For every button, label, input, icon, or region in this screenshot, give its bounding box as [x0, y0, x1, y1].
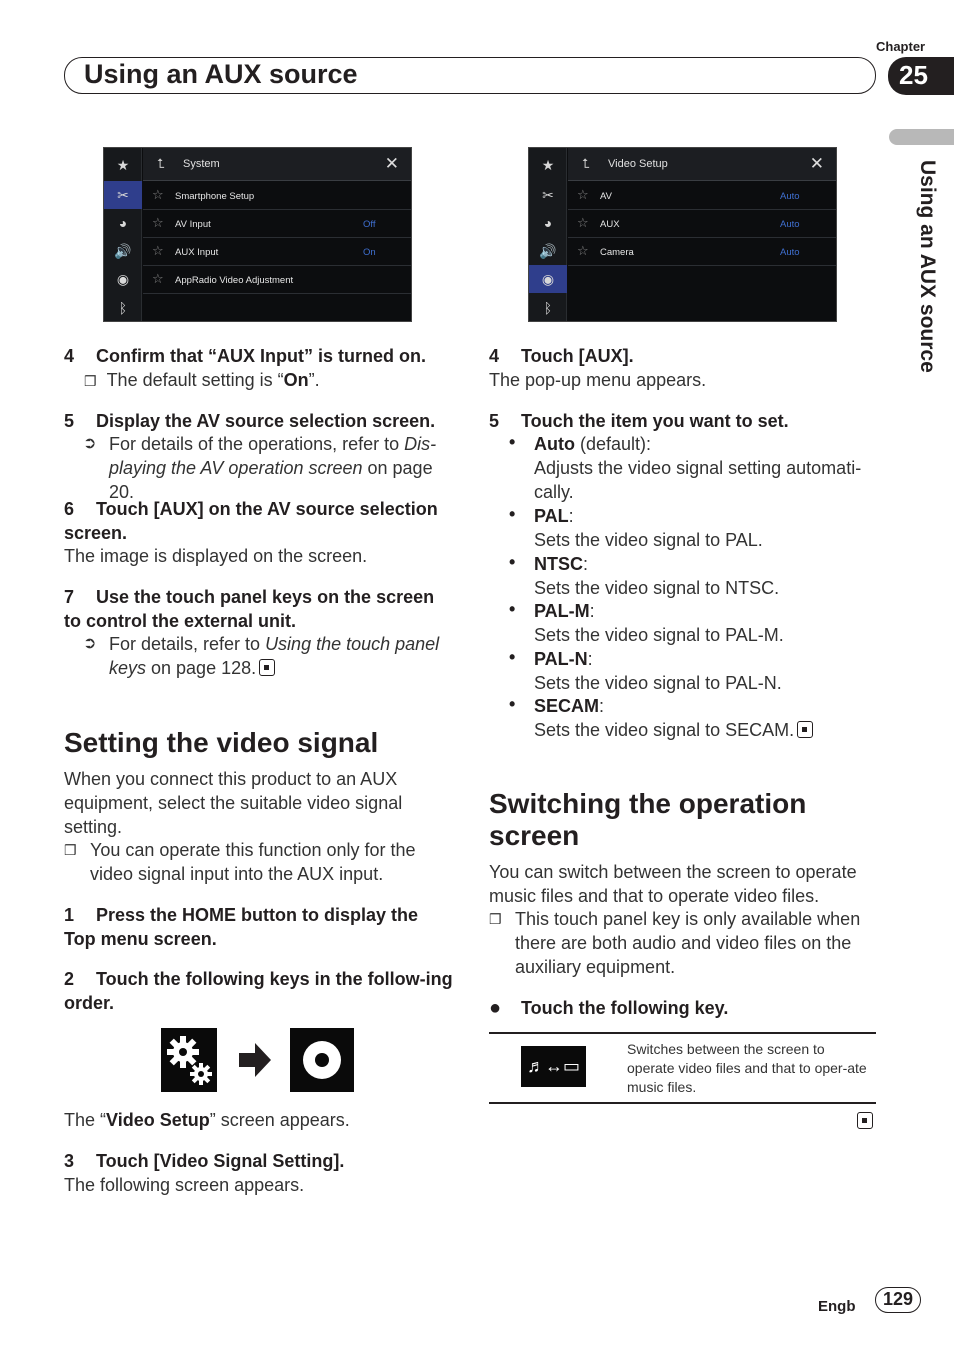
- step-5-left: 5 Display the AV source selection screen.: [64, 411, 436, 431]
- bullet-icon: •: [509, 694, 516, 714]
- list-item: • PAL: Sets the video signal to PAL.: [509, 504, 763, 550]
- step-6-left: 6 Touch [AUX] on the AV source selection screen.: [64, 499, 438, 543]
- switch-key-icon: ♬↔▭: [521, 1046, 586, 1087]
- row-label: AppRadio Video Adjustment: [175, 275, 294, 286]
- menu-row: [568, 182, 836, 210]
- star-icon: ☆: [577, 243, 589, 258]
- row-label: Smartphone Setup: [175, 191, 255, 202]
- row-value: Auto: [780, 191, 800, 202]
- list-item: • NTSC: Sets the video signal to NTSC.: [509, 551, 780, 598]
- menu-row: [568, 238, 836, 266]
- row-value: On: [363, 247, 376, 258]
- setting-step-3-body: The following screen appears.: [64, 1175, 305, 1195]
- bullet-icon: •: [509, 551, 516, 572]
- arrow-right-icon: [239, 1043, 271, 1082]
- close-icon: ✕: [384, 154, 399, 173]
- table-bottom-rule: [489, 1102, 876, 1104]
- list-item: • PAL-N: Sets the video signal to PAL-N.: [509, 646, 782, 693]
- side-title: Using an AUX source: [916, 160, 939, 373]
- setting-step-1: 1 Press the HOME button to display the Top menu screen.: [64, 905, 419, 949]
- end-mark-icon: [259, 659, 275, 676]
- screen-title: System: [183, 158, 220, 170]
- close-icon: ✕: [809, 154, 824, 173]
- step-4-right: 4 Touch [AUX].: [489, 346, 634, 366]
- touch-key-step: ● Touch the following key.: [489, 997, 729, 1019]
- row-label: AV Input: [175, 219, 211, 230]
- bullet-icon: •: [509, 646, 516, 667]
- row-value: Auto: [780, 247, 800, 258]
- menu-row: [143, 210, 411, 238]
- reference-arrow-icon: ➲: [83, 635, 97, 652]
- table-top-rule: [489, 1032, 876, 1034]
- screen-header: [143, 148, 411, 181]
- tools-icon: ✂: [104, 181, 142, 209]
- row-label: AUX Input: [175, 247, 219, 258]
- note-box-icon: ❒: [64, 842, 77, 858]
- setting-step-2: 2 Touch the following keys in the follow-ing order.: [64, 969, 453, 1013]
- step-5-right: 5 Touch the item you want to set.: [489, 411, 789, 431]
- step-4-note: ❒ The default setting is “On”.: [84, 370, 320, 390]
- bullet-icon: •: [509, 504, 516, 524]
- favorite-icon: ★: [116, 157, 130, 173]
- step-4-right-body: The pop-up menu appears.: [489, 370, 707, 390]
- row-value: Off: [363, 219, 376, 230]
- step-4-left: 4 Confirm that “AUX Input” is turned on.: [64, 346, 426, 366]
- switching-note: ❒ This touch panel key is only available when there are both audio and video files on the auxiliary equipment.: [489, 909, 861, 977]
- note-box-icon: ❒: [84, 373, 97, 389]
- page-number: 129: [875, 1287, 921, 1313]
- back-icon: ⮤: [582, 156, 590, 171]
- video-setup-appears: The “Video Setup” screen appears.: [64, 1110, 350, 1130]
- row-label: Camera: [600, 247, 634, 258]
- video-setup-screenshot: [528, 147, 837, 322]
- row-label: AV: [600, 191, 612, 202]
- screen-sidebar: [104, 148, 142, 321]
- footer-lang: Engb: [818, 1298, 856, 1315]
- disc-icon: ◉: [116, 271, 130, 287]
- chapter-label: Chapter: [876, 39, 926, 54]
- step-7-left: 7 Use the touch panel keys on the screen to control the external unit.: [64, 587, 435, 631]
- menu-row: [143, 266, 411, 294]
- star-icon: ☆: [577, 187, 589, 202]
- star-icon: ☆: [577, 215, 589, 230]
- setting-step-3: 3 Touch [Video Signal Setting].: [64, 1151, 345, 1171]
- screen-sidebar: [529, 148, 567, 321]
- switch-key-description: Switches between the screen to operate video files and that to oper-ate music files.: [627, 1041, 867, 1095]
- note-box-icon: ❒: [489, 911, 502, 927]
- row-value: Auto: [780, 219, 800, 230]
- section-title-video-signal: Setting the video signal: [64, 727, 379, 758]
- menu-row: [143, 238, 411, 266]
- signal-options-list: [489, 432, 874, 742]
- bluetooth-icon: ᛒ: [118, 300, 128, 316]
- bullet-icon: •: [509, 432, 516, 452]
- step-6-body: The image is displayed on the screen.: [64, 546, 368, 566]
- chapter-number: 25: [899, 60, 928, 90]
- theme-icon: ◕: [543, 215, 553, 231]
- disc-icon: ◉: [529, 265, 567, 293]
- row-label: AUX: [600, 219, 620, 230]
- video-signal-note: ❒ You can operate this function only for the video signal input into the AUX input.: [64, 840, 416, 884]
- bullet-dot-icon: ●: [489, 997, 502, 1019]
- sound-icon: 🔊: [114, 243, 132, 259]
- video-signal-intro: When you connect this product to an AUX equipment, select the suitable video signal setting.: [64, 769, 403, 837]
- end-mark-icon: [857, 1112, 873, 1132]
- list-item: • Auto (default): Adjusts the video signal setting automati-cally.: [509, 432, 862, 502]
- reference-arrow-icon: ➲: [83, 435, 97, 452]
- theme-icon: ◕: [118, 215, 128, 231]
- switching-intro: You can switch between the screen to operate music files and that to operate video files.: [489, 862, 857, 906]
- screen-title: Video Setup: [608, 158, 668, 170]
- star-icon: ☆: [152, 215, 164, 230]
- list-item: • SECAM: Sets the video signal to SECAM.: [489, 694, 874, 742]
- step-7-reference: ➲ For details, refer to Using the touch panel keys on page 128.: [83, 634, 440, 678]
- list-item: • PAL-M: Sets the video signal to PAL-M.: [509, 599, 784, 645]
- end-mark-icon: [797, 721, 813, 738]
- step-5-reference: ➲ For details of the operations, refer to Dis-playing the AV operation screen on page 20.: [83, 434, 437, 502]
- settings-key-icon: [161, 1028, 217, 1092]
- sound-icon: 🔊: [539, 243, 557, 259]
- tools-icon: ✂: [542, 187, 554, 203]
- menu-row: [568, 210, 836, 238]
- menu-row: [143, 182, 411, 210]
- bullet-icon: •: [509, 599, 516, 619]
- star-icon: ☆: [152, 243, 164, 258]
- side-tab: [889, 129, 954, 145]
- back-icon: ⮤: [157, 156, 165, 171]
- disc-key-icon: [290, 1028, 354, 1092]
- star-icon: ☆: [152, 187, 164, 202]
- star-icon: ☆: [152, 271, 164, 286]
- section-title-switching: Switching the operation screen: [489, 788, 807, 851]
- favorite-icon: ★: [541, 157, 555, 173]
- system-screenshot: [103, 147, 412, 322]
- bluetooth-icon: ᛒ: [543, 300, 553, 316]
- screen-header: [568, 148, 836, 181]
- menu-row: [568, 266, 836, 294]
- page-title: Using an AUX source: [84, 59, 358, 89]
